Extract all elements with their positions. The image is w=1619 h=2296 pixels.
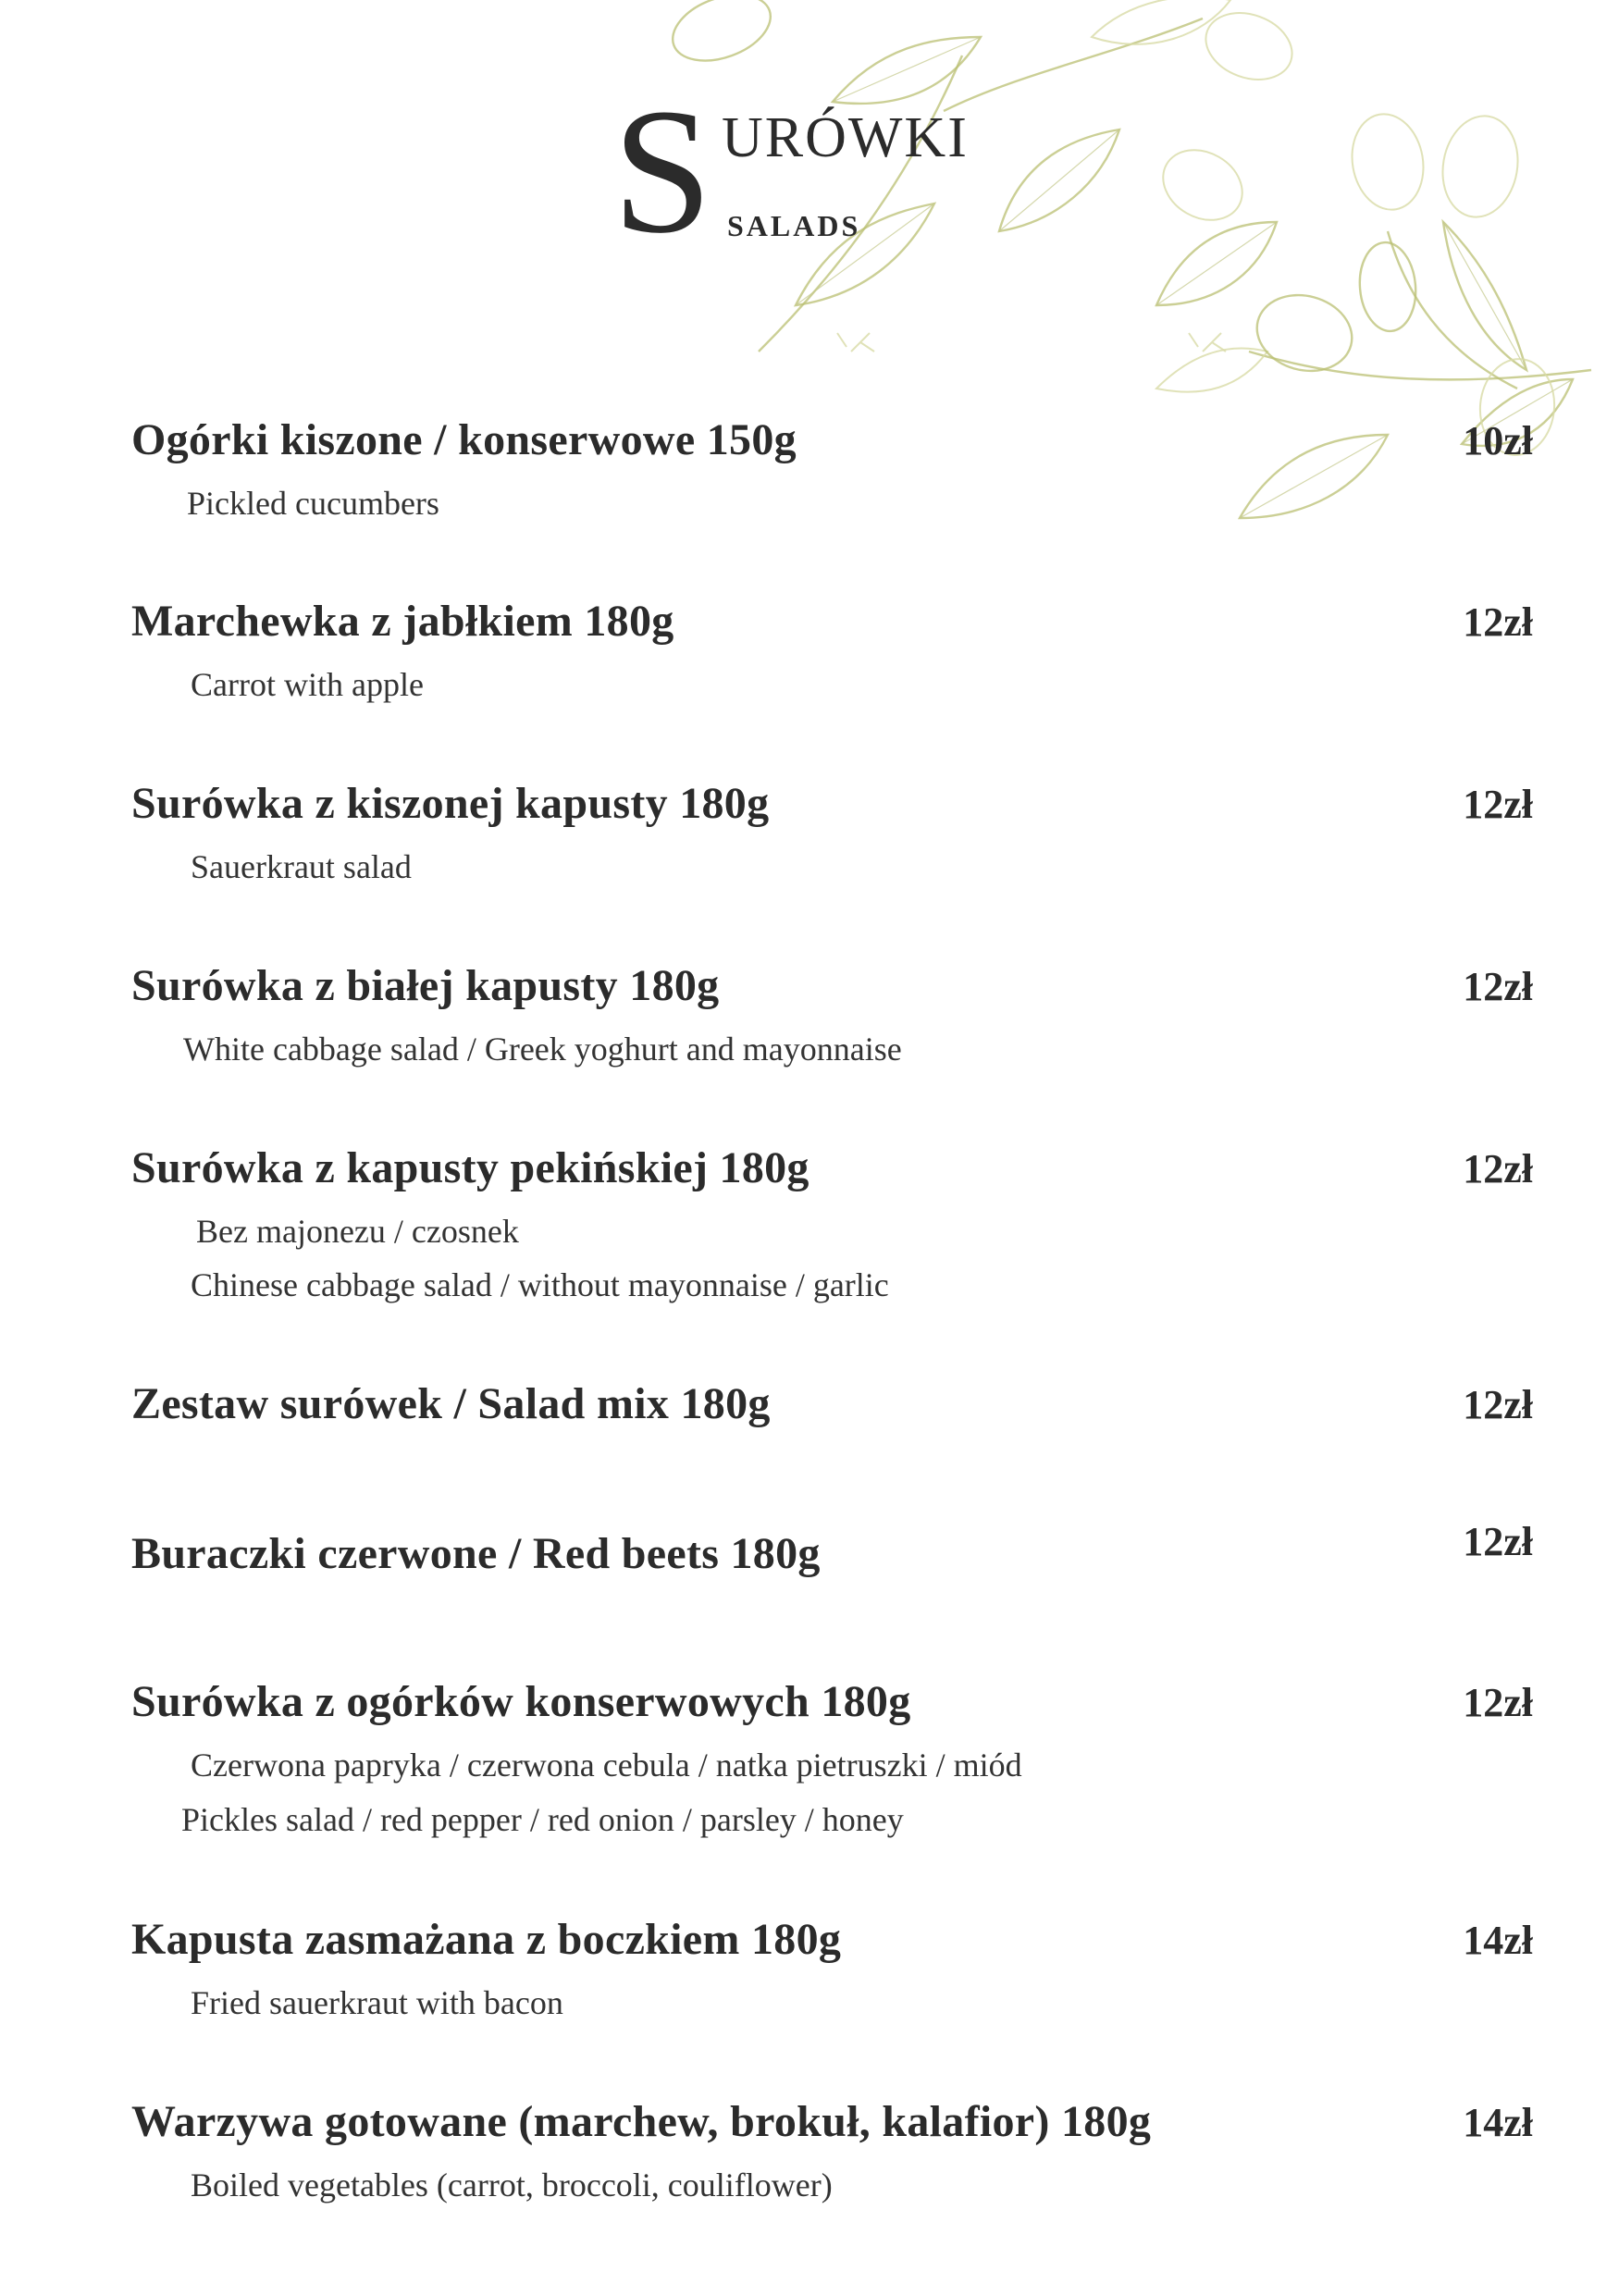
item-name: Marchewka z jabłkiem 180g [131,597,674,646]
item-description: Czerwona papryka / czerwona cebula / natka pietruszki / miód [191,1747,1022,1784]
item-price: 12zł [1463,1519,1533,1564]
item-price: 10zł [1463,418,1533,463]
item-price: 14zł [1463,2100,1533,2145]
item-price: 12zł [1463,1680,1533,1725]
heading-title: URÓWKI [722,106,969,169]
item-description: Pickles salad / red pepper / red onion / parsley / honey [181,1801,904,1838]
item-name: Kapusta zasmażana z boczkiem 180g [131,1915,842,1964]
item-description: Chinese cabbage salad / without mayonnaise / garlic [191,1266,889,1303]
item-name: Surówka z ogórków konserwowych 180g [131,1677,911,1726]
item-name: Ogórki kiszone / konserwowe 150g [131,415,797,464]
menu-heading [612,71,1038,270]
item-price: 12zł [1463,1382,1533,1427]
item-price: 14zł [1463,1918,1533,1963]
item-description: Sauerkraut salad [191,848,412,885]
item-name: Surówka z kapusty pekińskiej 180g [131,1143,810,1192]
item-price: 12zł [1463,599,1533,645]
item-description: Fried sauerkraut with bacon [191,1984,563,2021]
heading-initial: S [612,71,712,270]
item-price: 12zł [1463,1146,1533,1191]
item-description: Pickled cucumbers [187,485,439,522]
item-name: Surówka z kiszonej kapusty 180g [131,779,770,828]
item-description: Carrot with apple [191,666,424,703]
heading-subtitle: SALADS [727,209,861,242]
item-description: White cabbage salad / Greek yoghurt and mayonnaise [183,1031,902,1068]
item-name: Warzywa gotowane (marchew, brokuł, kalafior) 180g [131,2097,1152,2146]
item-name: Buraczki czerwone / Red beets 180g [131,1529,821,1578]
item-name: Zestaw surówek / Salad mix 180g [131,1379,771,1428]
item-description: Boiled vegetables (carrot, broccoli, couliflower) [191,2166,833,2203]
item-description: Bez majonezu / czosnek [196,1213,519,1250]
item-price: 12zł [1463,964,1533,1009]
item-price: 12zł [1463,782,1533,827]
item-name: Surówka z białej kapusty 180g [131,961,720,1010]
